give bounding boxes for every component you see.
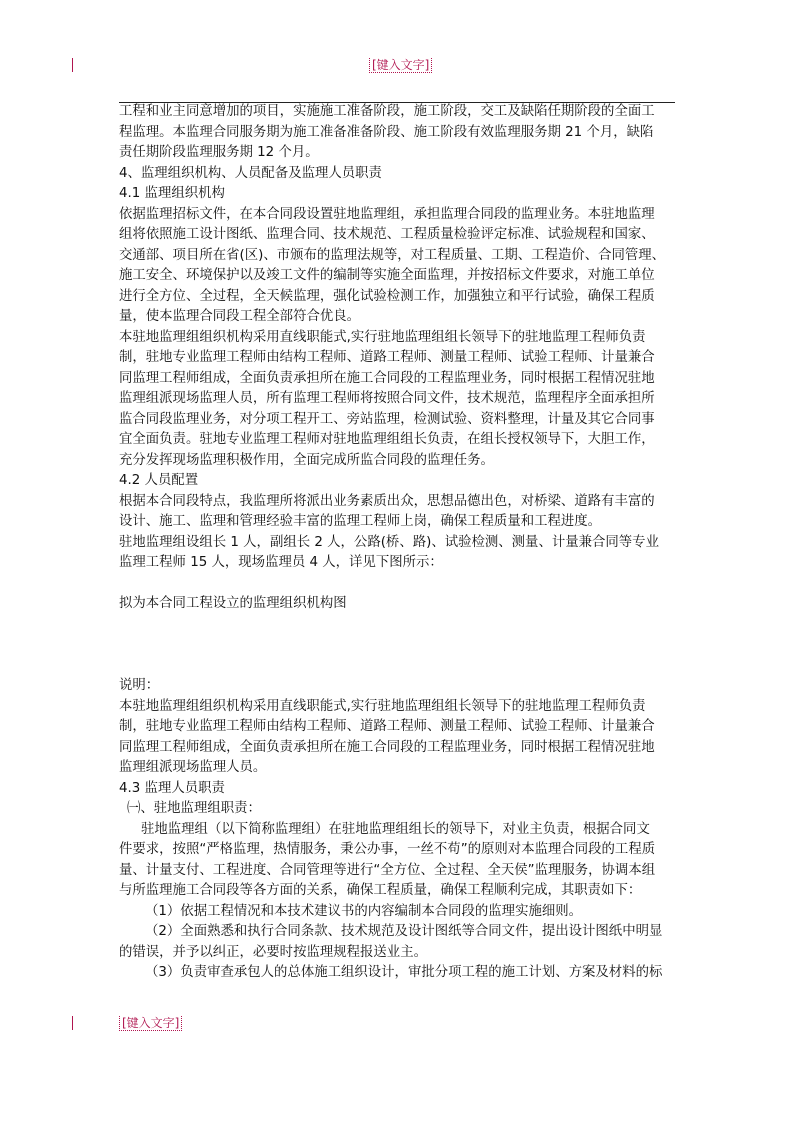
body-line: 施工安全、环境保护以及竣工文件的编制等实施全面监理，并按招标文件要求，对施工单位 xyxy=(119,268,655,283)
note-label: 说明： xyxy=(119,678,160,693)
body-line: 制，驻地专业监理工程师由结构工程师、道路工程师、测量工程师、试验工程师、计量兼合 xyxy=(119,719,655,734)
body-line: 充分发挥现场监理积极作用，全面完成所监合同段的监理任务。 xyxy=(119,452,494,468)
document-body[interactable] xyxy=(119,102,679,984)
body-line: 驻地监理组（以下简称监理组）在驻地监理组组长的领导下，对业主负责，根据合同文 xyxy=(141,821,650,837)
body-line: 量、计量支付、工程进度、合同管理等进行“全方位、全过程、全天侯”监理服务，协调本组 xyxy=(119,862,656,878)
body-line: 宜全面负责。驻地专业监理工程师对驻地监理组组长负责，在组长授权领导下，大胆工作， xyxy=(119,432,655,447)
body-line: 程监理。本监理合同服务期为施工准备准备阶段、施工阶段有效监理服务期 21 个月，缺陷 xyxy=(119,124,654,140)
blank-line xyxy=(119,574,679,595)
body-line: 监理组派现场监理人员。 xyxy=(119,760,267,775)
header-placeholder-field[interactable]: [键入文字] xyxy=(369,58,432,73)
body-line: 的错误，并予以纠正，必要时按监理规程报送业主。 xyxy=(119,944,427,960)
subsection-heading: 4.2 人员配置 xyxy=(119,473,199,488)
body-line: 监合同段监理业务，对分项工程开工、旁站监理，检测试验、资料整理，计量及其它合同事 xyxy=(119,411,655,427)
body-line: 设计、施工、监理和管理经验丰富的监理工程师上岗，确保工程质量和工程进度。 xyxy=(119,514,602,529)
subsection-heading: 4.3 监理人员职责 xyxy=(119,780,225,796)
body-line: 同监理工程师组成，全面负责承担所在施工合同段的工程监理业务，同时根据工程情况驻地 xyxy=(119,370,655,386)
header-margin-marker xyxy=(72,58,73,72)
figure-caption: 拟为本合同工程设立的监理组织机构图 xyxy=(119,596,347,611)
footer-placeholder-field[interactable]: [键入文字] xyxy=(119,1016,182,1031)
footer-margin-marker xyxy=(72,1016,73,1030)
body-line: 驻地监理组设组长 1 人，副组长 2 人，公路(桥、路)、试验检测、测量、计量兼合同等专业 xyxy=(119,534,659,550)
body-line: 根据本合同段特点，我监理所将派出业务素质出众，思想品德出色，对桥梁、道路有丰富的 xyxy=(119,493,655,509)
list-item: （1）依据工程情况和本技术建议书的内容编制本合同段的监理实施细则。 xyxy=(145,903,583,919)
body-line: 本驻地监理组组织机构采用直线职能式,实行驻地监理组组长领导下的驻地监理工程师负责 xyxy=(119,698,646,714)
body-line: 工程和业主同意增加的项目，实施施工准备阶段，施工阶段，交工及缺陷任期阶段的全面工 xyxy=(119,104,655,119)
section-heading: 4、监理组织机构、人员配备及监理人员职责 xyxy=(119,165,382,181)
body-line: 件要求，按照“严格监理，热情服务，秉公办事，一丝不苟”的原则对本监理合同段的工程质 xyxy=(119,842,656,857)
body-line: 监理工程师 15 人，现场监理员 4 人，详见下图所示： xyxy=(119,555,443,570)
body-line: 监理组派现场监理人员，所有监理工程师将按照合同文件，技术规范，监理程序全面承担所 xyxy=(119,391,655,406)
body-line: 本驻地监理组组织机构采用直线职能式,实行驻地监理组组长领导下的驻地监理工程师负责 xyxy=(119,329,646,345)
body-line: 组将依照施工设计图纸、监理合同、技术规范、工程质量检验评定标准、试验规程和国家、 xyxy=(119,227,655,242)
list-item: （3）负责审查承包人的总体施工组织设计，审批分项工程的施工计划、方案及材料的标 xyxy=(145,965,663,980)
body-line: 制，驻地专业监理工程师由结构工程师、道路工程师、测量工程师、试验工程师、计量兼合 xyxy=(119,350,655,365)
body-line: 与所监理施工合同段等各方面的关系，确保工程质量，确保工程顺利完成，其职责如下： xyxy=(119,883,642,898)
body-line: 依据监理招标文件，在本合同段设置驻地监理组，承担监理合同段的监理业务。本驻地监理 xyxy=(119,206,655,222)
list-item: （2）全面熟悉和执行合同条款、技术规范及设计图纸等合同文件，提出设计图纸中明显 xyxy=(145,924,663,939)
list-heading: ㈠、驻地监理组职责： xyxy=(127,801,261,816)
body-line: 进行全方位、全过程，全天候监理，强化试验检测工作，加强独立和平行试验，确保工程质 xyxy=(119,288,655,304)
body-line: 责任期阶段监理服务期 12 个月。 xyxy=(119,145,319,160)
figure-placeholder xyxy=(119,615,679,677)
body-line: 同监理工程师组成，全面负责承担所在施工合同段的工程监理业务，同时根据工程情况驻地 xyxy=(119,739,655,755)
subsection-heading: 4.1 监理组织机构 xyxy=(119,186,225,201)
body-line: 交通部、项目所在省(区)、市颁布的监理法规等，对工程质量、工期、工程造价、合同管理、 xyxy=(119,247,666,263)
body-line: 量，使本监理合同段工程全部符合优良。 xyxy=(119,309,361,324)
